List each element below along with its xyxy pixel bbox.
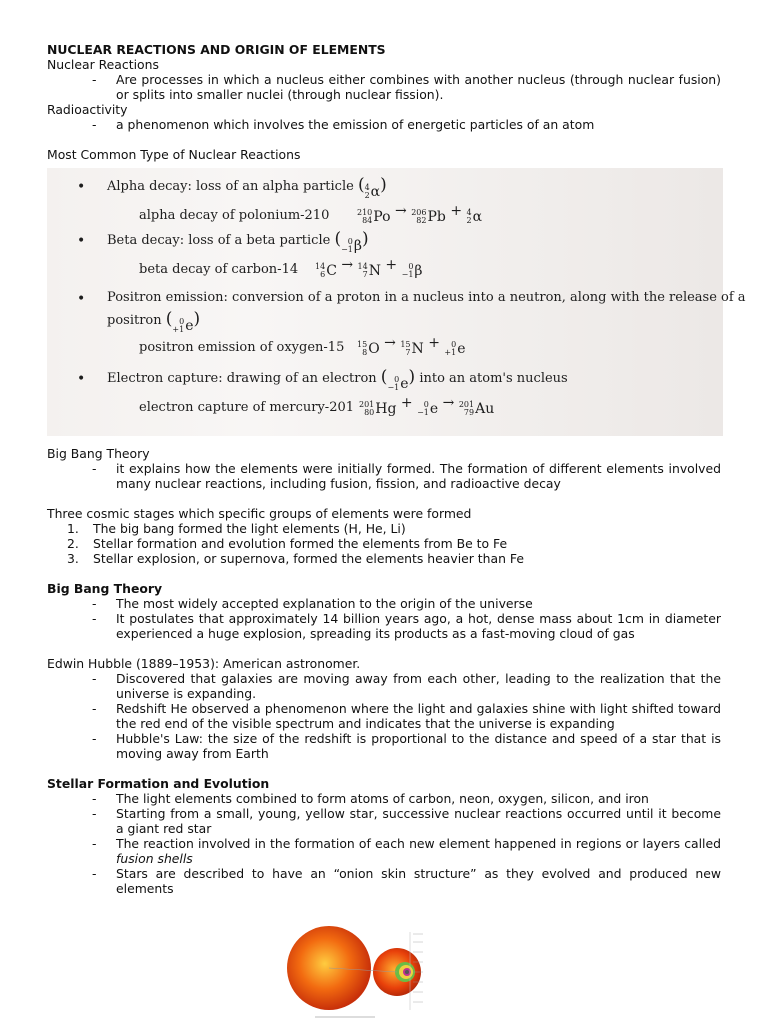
page-title: NUCLEAR REACTIONS AND ORIGIN OF ELEMENTS [47,42,386,57]
fusion-shells-term: fusion shells [116,851,193,866]
list-item: - The light elements combined to form atoms of carbon, neon, oxygen, silicon, and iron [92,791,649,806]
positron-example: positron emission of oxygen-15 [139,340,345,355]
list-item: 1. The big bang formed the light elements (H, He, Li) [67,521,406,536]
big-bang-heading-2: Big Bang Theory [47,581,163,596]
common-types-heading: Most Common Type of Nuclear Reactions [47,147,301,162]
stellar-heading: Stellar Formation and Evolution [47,776,270,791]
electron-title-b: into an atom's nucleus [419,371,568,386]
list-item: - The reaction involved in the formation of each new element happened in regions or layers called fusion shells [92,836,721,866]
list-item: - it explains how the elements were initially formed. The formation of different elements involved many nuclear reactions, including fusion, fission, and radioactive decay [92,461,721,491]
big-bang-heading-1: Big Bang Theory [47,446,150,461]
hubble-heading: Edwin Hubble (1889–1953): American astronomer. [47,656,361,671]
positron-title-2: positron [107,313,162,328]
nuclear-reactions-heading: Nuclear Reactions [47,57,159,72]
list-item: 3. Stellar explosion, or supernova, formed the elements heavier than Fe [67,551,524,566]
list-item: - Discovered that galaxies are moving away from each other, leading to the realization that the universe is expanding. [92,671,721,701]
beta-example: beta decay of carbon-14 [139,262,299,277]
beta-title: Beta decay: loss of a beta particle [107,233,331,248]
onion-skin-star-figure [285,910,465,1022]
list-item: - It postulates that approximately 14 billion years ago, a hot, dense mass about 1cm in diameter experienced a huge explosion, spreading its products as a fast-moving cloud of gas [92,611,721,641]
radioactivity-heading: Radioactivity [47,102,128,117]
electron-title-a: Electron capture: drawing of an electron [107,371,377,386]
nuclear-reactions-figure: • Alpha decay: loss of an alpha particle ( 4 2 α ) alpha decay of polonium-210 210 84 Po → 206 82 Pb + 4 2 α • Beta decay: loss of a beta particle ( 0 −1 β ) beta decay of carbon-14 14 6 C → 14 7 N + 0 −1 β • Positron emission: conversion of a proton in a nucleus into a neutron, along with the release of a positron ( 0 +1 e ) positron emission of oxygen-15 15 8 O → 15 7 N + 0 +1 e • Electron capture: drawing of an electron ( 0 −1 e ) into an atom's nucleus electron capture of mercury-201 201 80 Hg + 0 −1 e → 201 79 Au [47,168,723,436]
alpha-title: Alpha decay: loss of an alpha particle [107,179,354,194]
list-item: - The most widely accepted explanation to the origin of the universe [92,596,533,611]
list-item: - Redshift He observed a phenomenon where the light and galaxies shine with light shifted toward the red end of the visible spectrum and indicates that the universe is expanding [92,701,721,731]
cosmic-stages-heading: Three cosmic stages which specific groups of elements were formed [47,506,472,521]
list-item: - a phenomenon which involves the emission of energetic particles of an atom [92,117,595,132]
positron-title: Positron emission: conversion of a proton in a nucleus into a neutron, along with the release of a [107,290,746,305]
document-page [47,42,746,896]
list-item: - Stars are described to have an “onion skin structure” as they evolved and produced new elements [92,866,721,896]
alpha-example: alpha decay of polonium-210 [139,208,330,223]
electron-example: electron capture of mercury-201 [139,400,355,415]
list-item: - Starting from a small, young, yellow star, successive nuclear reactions occurred until it become a giant red star [92,806,721,836]
list-item: - Are processes in which a nucleus either combines with another nucleus (through nuclear fusion) or splits into smaller nuclei (through nuclear fission). [92,72,721,102]
list-item: - Hubble's Law: the size of the redshift is proportional to the distance and speed of a star that is moving away from Earth [92,731,721,761]
list-item: 2. Stellar formation and evolution formed the elements from Be to Fe [67,536,508,551]
